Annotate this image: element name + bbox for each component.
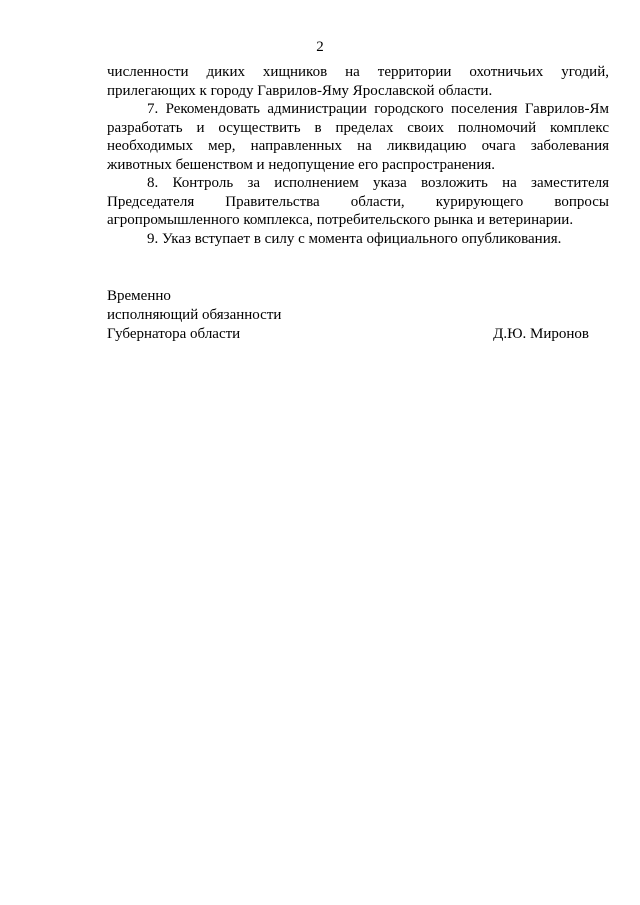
signatory-position-line-1: Временно <box>107 288 171 304</box>
signature-row <box>107 325 589 344</box>
signature-block <box>107 287 589 344</box>
signatory-position-line-3: Губернатора области <box>107 326 241 342</box>
signatory-name: Д.Ю. Миронов <box>493 326 589 342</box>
page-number: 2 <box>316 39 324 55</box>
signatory-position-line-2: исполняющий обязанности <box>107 307 282 323</box>
paragraph-item-9: 9. Указ вступает в силу с момента официального опубликования. <box>147 230 562 247</box>
paragraph-continuation: численности диких хищников на территории охотничьих угодий, прилегающих к городу Гаврилов-Яму Ярославской области. <box>107 64 609 99</box>
paragraph-item-7: 7. Рекомендовать администрации городского поселения Гаврилов-Ям разработать и осуществить в пределах своих полномочий комплекс необходимых мер, направленных на ликвидацию очага заболевания животных бешенством и недопущение его распространения. <box>107 101 609 173</box>
document-body <box>107 63 609 248</box>
paragraph-item-8: 8. Контроль за исполнением указа возложить на заместителя Председателя Правительства области, курирующего вопросы агропромышленного комплекса, потребительского рынка и ветеринарии. <box>107 175 609 228</box>
